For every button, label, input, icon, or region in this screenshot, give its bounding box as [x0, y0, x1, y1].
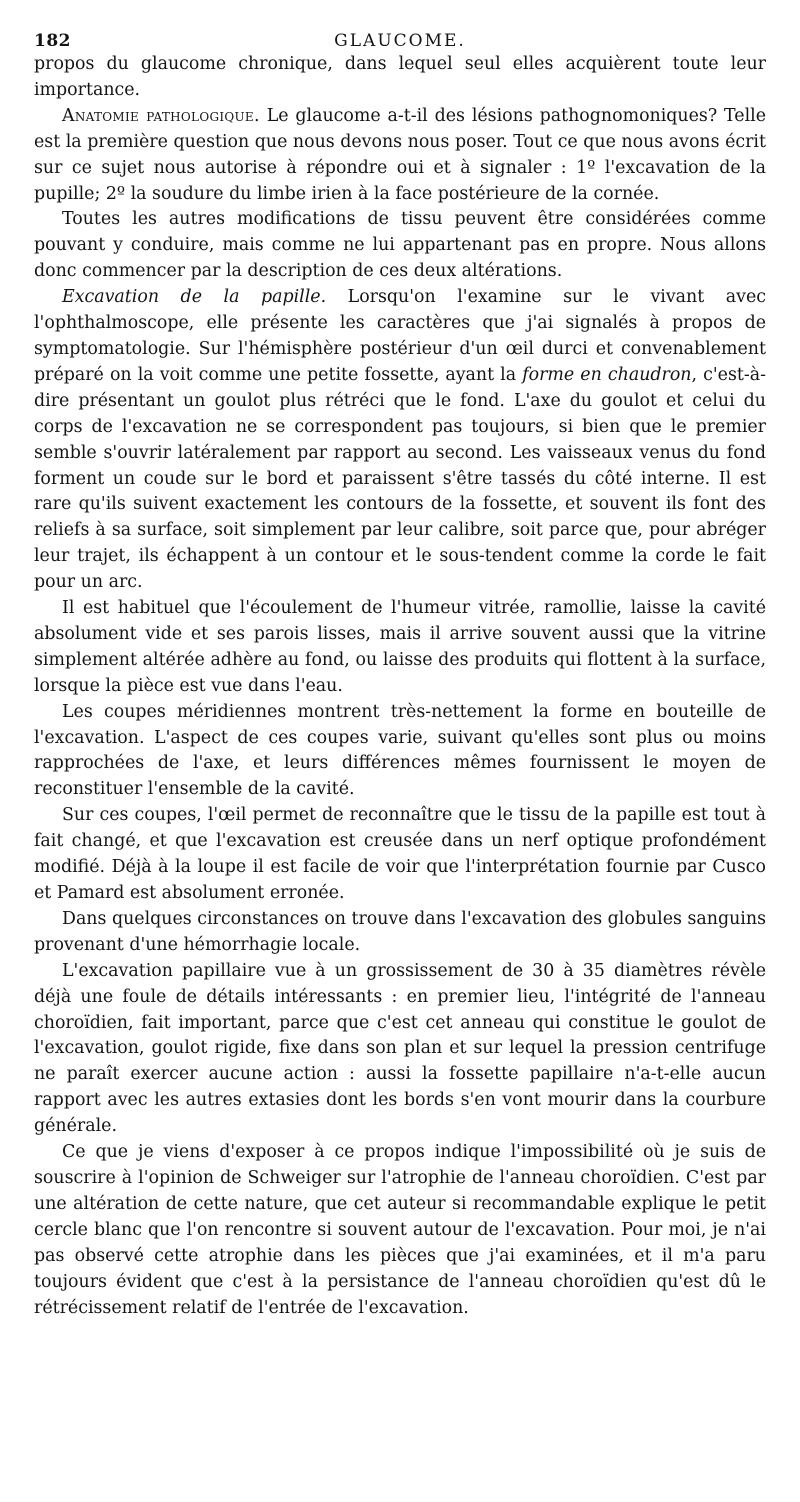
paragraph: Ce que je viens d'exposer à ce propos indique l'impossibilité où je suis de souscrire à l'opinion de Schweiger sur l'atrophie de l'anneau choroïdien. C'est par une altération de cette nature, que cet auteur si recommandable explique le petit cercle blanc que l'on rencontre si souvent autour de l'excavation. Pour moi, je n'ai pas observé cette atrophie dans les pièces que j'ai examinées, et il m'a paru toujours évident que c'est à la persistance de l'anneau choroïdien qu'est dû le rétrécissement relatif de l'entrée de l'excavation. [34, 1142, 766, 1318]
paragraph: Sur ces coupes, l'œil permet de reconnaître que le tissu de la papille est tout à fait changé, et que l'excavation est creusée dans un nerf optique profondément modifié. Déjà à la loupe il est facile de voir que l'interprétation fournie par Cusco et Pamard est absolument erronée. [34, 805, 766, 903]
paragraph: Toutes les autres modifications de tissu peuvent être considérées comme pouvant y conduire, mais comme ne lui appartenant pas en propre. Nous allons donc commencer par la description de ces deux altérations. [34, 209, 766, 282]
body-text [34, 52, 766, 1321]
paragraph-excavation: Excavation de la papille. Lorsqu'on l'examine sur le vivant avec l'ophthalmoscope, elle présente les caractères que j'ai signalés à propos de symptomatologie. Sur l'hémisphère postérieur d'un œil durci et convenablement préparé on la voit comme une petite fossette, ayant la forme en chaudron, c'est-à-dire présentant un goulot plus rétréci que le fond. L'axe du goulot et celui du corps de l'excavation ne se correspondent pas toujours, si bien que le premier semble s'ouvrir latéralement par rapport au second. Les vaisseaux venus du fond forment un coude sur le bord et paraissent s'être tassés du côté interne. Il est rare qu'ils suivent exactement les contours de la fossette, et souvent ils font des reliefs à sa surface, soit simplement par leur calibre, soit parce que, pour abréger leur trajet, ils échappent à un contour et le sous-tendent comme la corde le fait pour un arc. [34, 287, 766, 593]
running-title: GLAUCOME. [334, 31, 466, 51]
section-heading-excavation: Excavation de la papille. [62, 287, 327, 308]
section-heading-anatomie: Anatomie pathologique. [62, 105, 260, 126]
paragraph: Dans quelques circonstances on trouve dans l'excavation des globules sanguins provenant d'une hémorrhagie locale. [34, 908, 766, 955]
page-number: 182 [34, 31, 71, 51]
paragraph: L'excavation papillaire vue à un grossissement de 30 à 35 diamètres révèle déjà une foule de détails intéressants : en premier lieu, l'intégrité de l'anneau choroïdien, fait important, parce que c'est cet anneau qui constitue le goulot de l'excavation, goulot rigide, fixe dans son plan et sur lequel la pression centrifuge ne paraît exercer aucune action : aussi la fossette papillaire n'a-t-elle aucun rapport avec les autres extasies dont les bords s'en vont mourir dans la courbure générale. [34, 960, 766, 1137]
emphasis: forme en chaudron [522, 364, 692, 385]
paragraph: Il est habituel que l'écoulement de l'humeur vitrée, ramollie, laisse la cavité absolument vide et ses parois lisses, mais il arrive souvent aussi que la vitrine simplement altérée adhère au fond, ou laisse des produits qui flottent à la surface, lorsque la pièce est vue dans l'eau. [34, 598, 766, 696]
page-header [34, 28, 766, 52]
paragraph: Les coupes méridiennes montrent très-nettement la forme en bouteille de l'excavation. L'aspect de ces coupes varie, suivant qu'elles sont plus ou moins rapprochées de l'axe, et leurs différences mêmes fournissent le moyen de reconstituer l'ensemble de la cavité. [34, 701, 766, 800]
paragraph-continuation: propos du glaucome chronique, dans lequel seul elles acquièrent toute leur importance. [34, 54, 766, 100]
paragraph-anatomie: Anatomie pathologique. Le glaucome a-t-il des lésions pathognomoniques? Telle est la première question que nous devons nous poser. Tout ce que nous avons écrit sur ce sujet nous autorise à répondre oui et à signaler : 1º l'excavation de la pupille; 2º la soudure du limbe irien à la face postérieure de la cornée. [34, 105, 766, 204]
